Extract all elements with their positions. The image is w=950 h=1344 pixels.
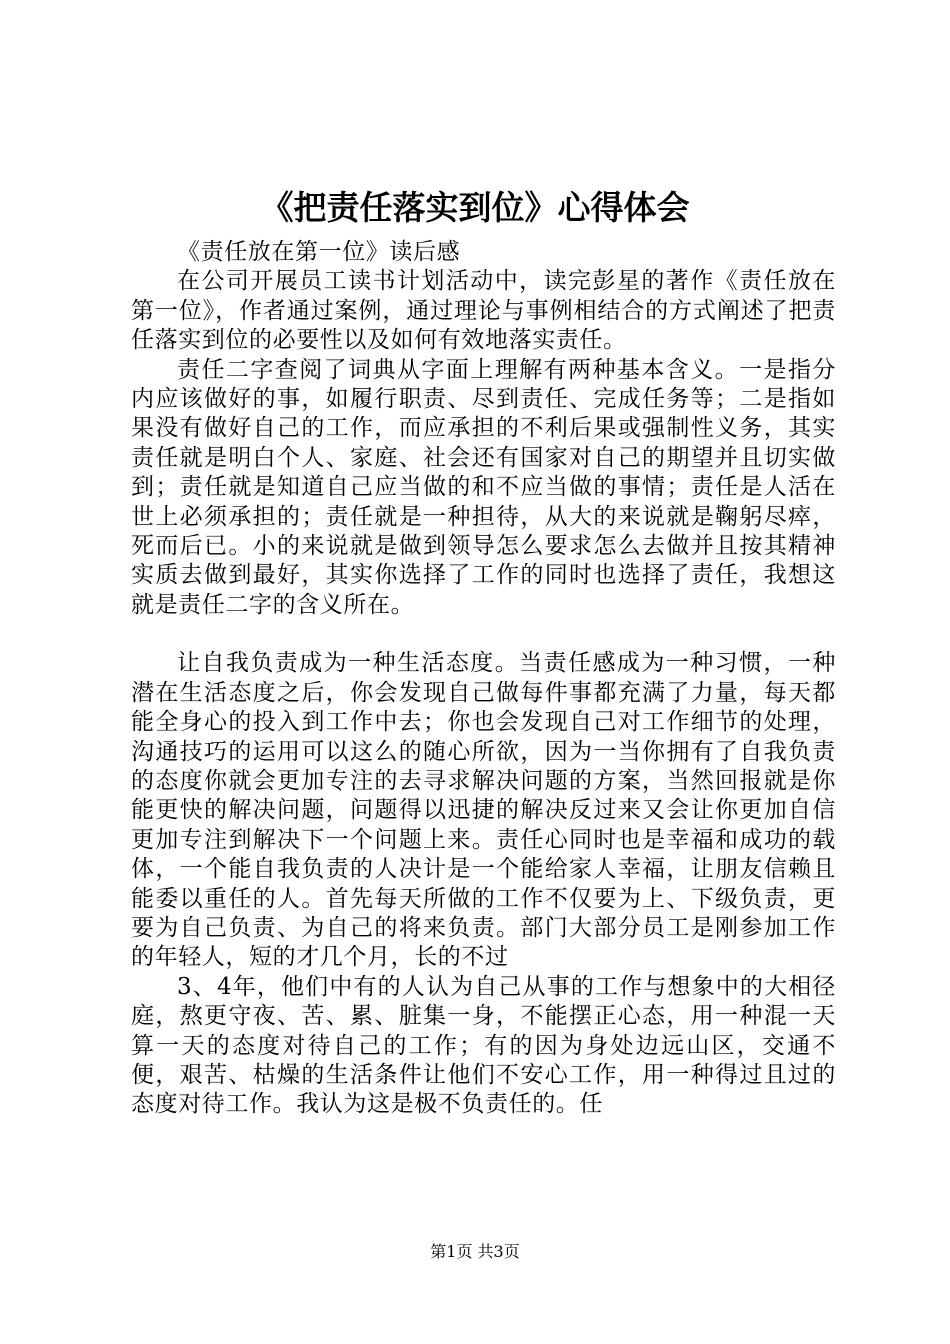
document-title: 《把责任落实到位》心得体会 (260, 188, 690, 227)
body-paragraph: 3、4年，他们中有的人认为自己从事的工作与想象中的大相径庭，熬更守夜、苦、累、脏集一身，不能摆正心态，用一种混一天算一天的态度对待自己的工作；有的因为身处边远山区，交通不便，艰苦、枯燥的生活条件让他们不安心工作，用一种得过且过的态度对待工作。我认为这是极不负责任的。任 (131, 973, 836, 1118)
page-number-footer: 第1页 共3页 (430, 1242, 520, 1261)
body-paragraph: 责任二字查阅了词典从字面上理解有两种基本含义。一是指分内应该做好的事，如履行职责、尽到责任、完成任务等；二是指如果没有做好自己的工作，而应承担的不利后果或强制性义务，其实责任就是明白个人、家庭、社会还有国家对自己的期望并且切实做到；责任就是知道自己应当做的和不应当做的事情；责任是人活在世上必须承担的；责任就是一种担待，从大的来说就是鞠躬尽瘁，死而后已。小的来说就是做到领导怎么要求怎么去做并且按其精神实质去做到最好，其实你选择了工作的同时也选择了责任，我想这就是责任二字的含义所在。 (131, 356, 836, 618)
document-body (131, 238, 836, 1120)
subtitle-paragraph: 《责任放在第一位》读后感 (177, 239, 461, 265)
body-paragraph: 在公司开展员工读书计划活动中，读完彭星的著作《责任放在第一位》，作者通过案例，通过理论与事例相结合的方式阐述了把责任落实到位的必要性以及如何有效地落实责任。 (131, 268, 836, 354)
body-paragraph: 让自我负责成为一种生活态度。当责任感成为一种习惯，一种潜在生活态度之后，你会发现自己做每件事都充满了力量，每天都能全身心的投入到工作中去；你也会发现自己对工作细节的处理，沟通技巧的运用可以这么的随心所欲，因为一当你拥有了自我负责的态度你就会更加专注的去寻求解决问题的方案，当然回报就是你能更快的解决问题，问题得以迅捷的解决反过来又会让你更加自信更加专注到解决下一个问题上来。责任心同时也是幸福和成功的载体，一个能自我负责的人决计是一个能给家人幸福，让朋友信赖且能委以重任的人。首先每天所做的工作不仅要为上、下级负责，更要为自己负责、为自己的将来负责。部门大部分员工是刚参加工作的年轻人，短的才几个月，长的不过 (131, 650, 836, 971)
